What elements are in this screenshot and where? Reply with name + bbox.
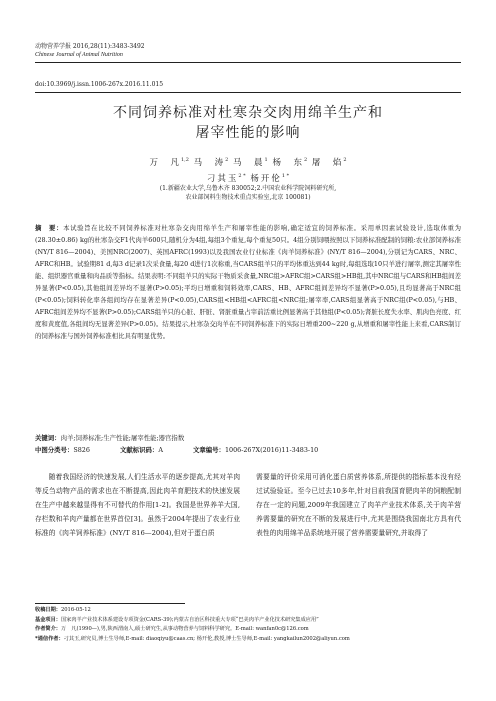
clc-number: 中图分类号：S826 bbox=[35, 446, 90, 454]
body-paragraph: 需要量的评价采用可消化蛋白质营养体系,所提供的指标基本没有经过试验验证。至今已过去10多年,针对目前我国育肥肉羊的饲粮配制存在一定的问题,2009年我国建立了肉羊产业技术体系,关于肉羊营养需要量的研究在不断的发展进行中,尤其是围绕我国南北方具有代表性的肉用绵羊品系统地开展了营养需要量研究,并取得了 bbox=[256, 473, 461, 537]
fund-project: 基金项目：国家肉羊产业技术体系建设专项资金(CARS-39);内蒙古自治区科技重大专项“巴美肉羊产业化技术研究集成应用” bbox=[35, 616, 319, 623]
corresponding-author: *通信作者：刁其玉,研究员,博士生导师,E-mail: diaoqiyu@caas.cn; 杨开伦,教授,博士生导师,E-mail: yangkailun2002@aliyun.com bbox=[35, 635, 350, 642]
footnotes bbox=[35, 606, 461, 644]
author-name: 杨开伦 bbox=[250, 173, 282, 184]
author-name: 马 晨 bbox=[233, 157, 265, 168]
author-affil-mark: 2 bbox=[225, 157, 229, 163]
abstract-label: 摘 要： bbox=[35, 224, 64, 232]
body-column-right bbox=[256, 470, 461, 540]
body-paragraph: 随着我国经济的快速发展,人们生活水平的逐步提高,尤其对羊肉等反刍动物产品的需求也在不断提高,因此肉羊育肥技术的快速发展在生产中越来越显得有不可替代的作用[1-2]。我国是世界养羊大国,存栏数和羊肉产量都在世界首位[3]。虽然于2004年提出了农业行业标准的《肉羊饲养标准》(NY/T 816—2004),但对于蛋白质 bbox=[35, 473, 240, 537]
journal-header-en: Chinese Journal of Animal Nutrition bbox=[35, 52, 123, 58]
keywords bbox=[35, 433, 461, 442]
author-affil-mark: 1,2 bbox=[180, 157, 189, 163]
author-affil-mark: 1 * bbox=[281, 172, 290, 179]
author-list bbox=[0, 154, 496, 186]
body-column-left bbox=[35, 470, 240, 540]
header-rule bbox=[35, 62, 461, 63]
received-date: 收稿日期：2016-05-12 bbox=[35, 607, 91, 613]
author-bio: 作者简介：万 凡(1990—),男,陕西渭南人,硕士研究生,从事动物营养与饲料科学研究。E-mail: wanfan0c@126.com bbox=[35, 626, 309, 632]
author-name: 万 凡 bbox=[149, 157, 181, 168]
author-name: 杨 东 bbox=[272, 157, 304, 168]
abstract bbox=[35, 222, 461, 342]
author-line-1 bbox=[0, 154, 496, 170]
doi-rule bbox=[35, 92, 461, 93]
author-affil-mark: 1 bbox=[264, 157, 268, 163]
author-name: 屠 焰 bbox=[311, 157, 344, 168]
author-name: 刁其玉 bbox=[206, 173, 239, 184]
classification-line bbox=[35, 445, 461, 454]
journal-header-cn: 动物营养学报 2016,28(11):3483-3492 bbox=[35, 43, 145, 50]
keywords-text: 肉羊;饲养标准;生产性能;屠宰性能;器官指数 bbox=[60, 434, 185, 442]
author-name: 马 涛 bbox=[193, 157, 226, 168]
keywords-label: 关键词： bbox=[35, 434, 61, 442]
author-affil-mark: 2 bbox=[343, 157, 347, 163]
paper-title bbox=[0, 103, 496, 143]
author-affil-mark: 2 * bbox=[238, 172, 246, 179]
affiliation-line-2: 农业部饲料生物技术重点实验室,北京 100081) bbox=[185, 194, 311, 201]
body-columns bbox=[35, 470, 461, 540]
affiliation-line-1: (1.新疆农业大学,乌鲁木齐 830052;2.中国农业科学院饲料研究所, bbox=[159, 185, 337, 192]
journal-header bbox=[35, 43, 145, 59]
title-line-2: 屠宰性能的影响 bbox=[195, 125, 301, 141]
title-line-1: 不同饲养标准对杜寒杂交肉用绵羊生产和 bbox=[113, 105, 383, 121]
author-affil-mark: 2 bbox=[303, 157, 308, 163]
doi-line[interactable]: doi:10.3969/j.issn.1006-267x.2016.11.015 bbox=[35, 81, 164, 88]
document-code: 文献标识码：A bbox=[119, 446, 163, 454]
article-number: 文章编号：1006-267X(2016)11-3483-10 bbox=[192, 446, 319, 454]
affiliations bbox=[0, 184, 496, 202]
footnote-rule bbox=[35, 603, 185, 604]
abstract-text: 本试验旨在比较不同饲养标准对杜寒杂交肉用绵羊生产和屠宰性能的影响,确定适宜的饲养标准。采用单因素试验设计,选取体重为(28.30±0.86) kg的杜寒杂交F1代肉羊600只,随机分为4组,每组3个重复,每个重复50只。4组分别饲喂按照以下饲养标准配制的饲粮:农业部饲养标准(NY/T 816—2004)、美国NRC(2007)、英国AFRC(1993)以及我国农业行业标准《肉羊饲养标准》(NY/T 816—2004),分别记为CARS、NRC、AFRC和HB。试验期81 d,每3 d记录1次采食量,每20 d进行1次称重,当CARS组羊只的平均体重达到44 kg时,每组选取10只羊进行屠宰,测定其屠宰性能、组织器官重量和肉品质等指标。结果表明:不同组羊只的实际干物质采食量,NRC组>AFRC组>CARS组>HB组,其中NRC组与CARS和HB组间差异显著(P<0.05),其他组间差异均不显著(P>0.05);平均日增重和饲料效率,CARS、HB、AFRC组间差异均不显著(P>0.05),且均显著高于NRC组(P<0.05);饲料转化率各组间均存在显著差异(P<0.05),CARS组<HB组<AFRC组<NRC组;屠宰率,CARS组显著高于NRC组(P<0.05),与HB、AFRC组间差异均不显著(P>0.05);CARS组羊只的心脏、肝脏、肾脏重量占宰前活重比例显著高于其他组(P<0.05);肾脏长度失水率、肌肉色亮度、红度和黄度值,各组间均无显著差异(P>0.05)。结果提示,杜寒杂交肉羊在不同饲养标准下的实际日增重200~220 g,从增重和屠宰性能上来看,CARS制订的饲养标准与国外饲养标准相比具有明显优势。 bbox=[35, 224, 462, 340]
